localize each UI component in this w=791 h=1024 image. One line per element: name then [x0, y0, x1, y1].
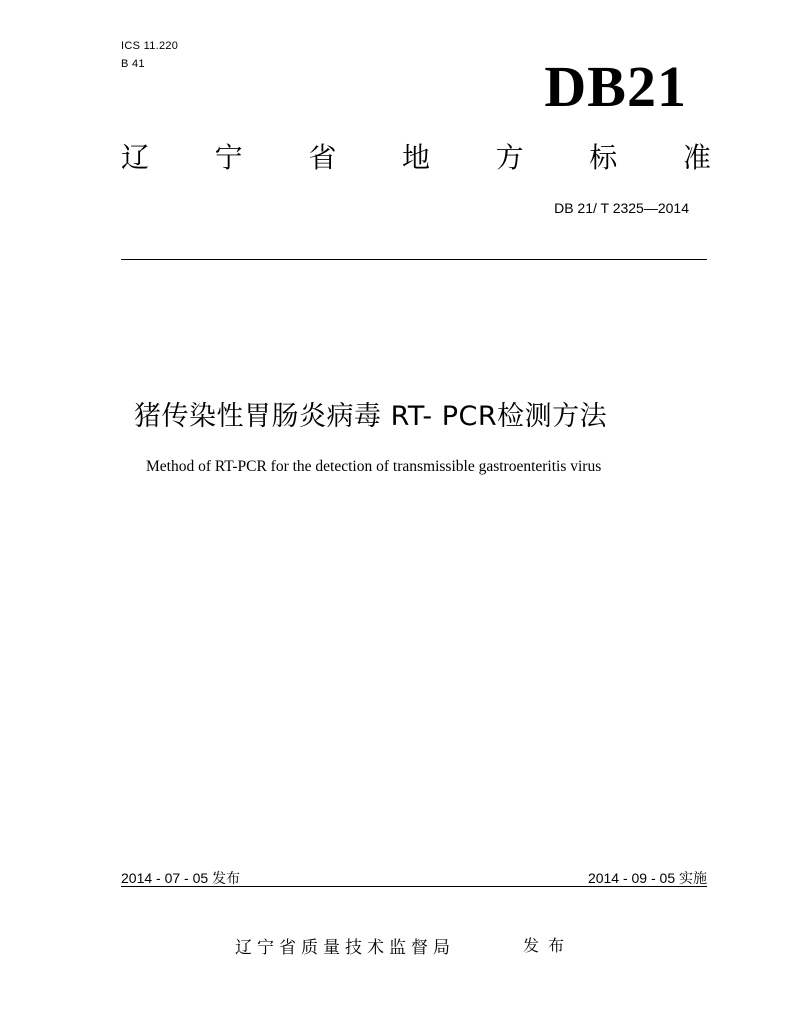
ics-code: ICS 11.220	[121, 40, 179, 52]
category-char: 地	[401, 141, 430, 174]
standard-number: DB 21/ T 2325—2014	[554, 200, 689, 216]
category-char: 标	[589, 141, 618, 174]
standard-category-title	[121, 141, 711, 175]
document-title-english: Method of RT-PCR for the detection of transmissible gastroenteritis virus	[146, 458, 602, 475]
category-char: 宁	[214, 141, 243, 174]
issue-label: 发布	[523, 936, 574, 955]
category-char: 方	[495, 141, 524, 174]
category-char: 辽	[121, 141, 150, 174]
category-char: 省	[308, 141, 337, 174]
document-title-chinese: 猪传染性胃肠炎病毒 RT- PCR检测方法	[134, 401, 608, 432]
issuing-authority: 辽宁省质量技术监督局	[235, 938, 455, 958]
implement-date: 2014 - 09 - 05 实施	[587, 870, 707, 886]
ccs-code: B 41	[121, 58, 145, 70]
category-char: 准	[682, 141, 711, 174]
top-divider	[121, 259, 707, 260]
bottom-divider	[121, 886, 707, 887]
publish-date: 2014 - 07 - 05 发布	[121, 870, 241, 886]
standard-logo: DB21	[544, 54, 687, 119]
